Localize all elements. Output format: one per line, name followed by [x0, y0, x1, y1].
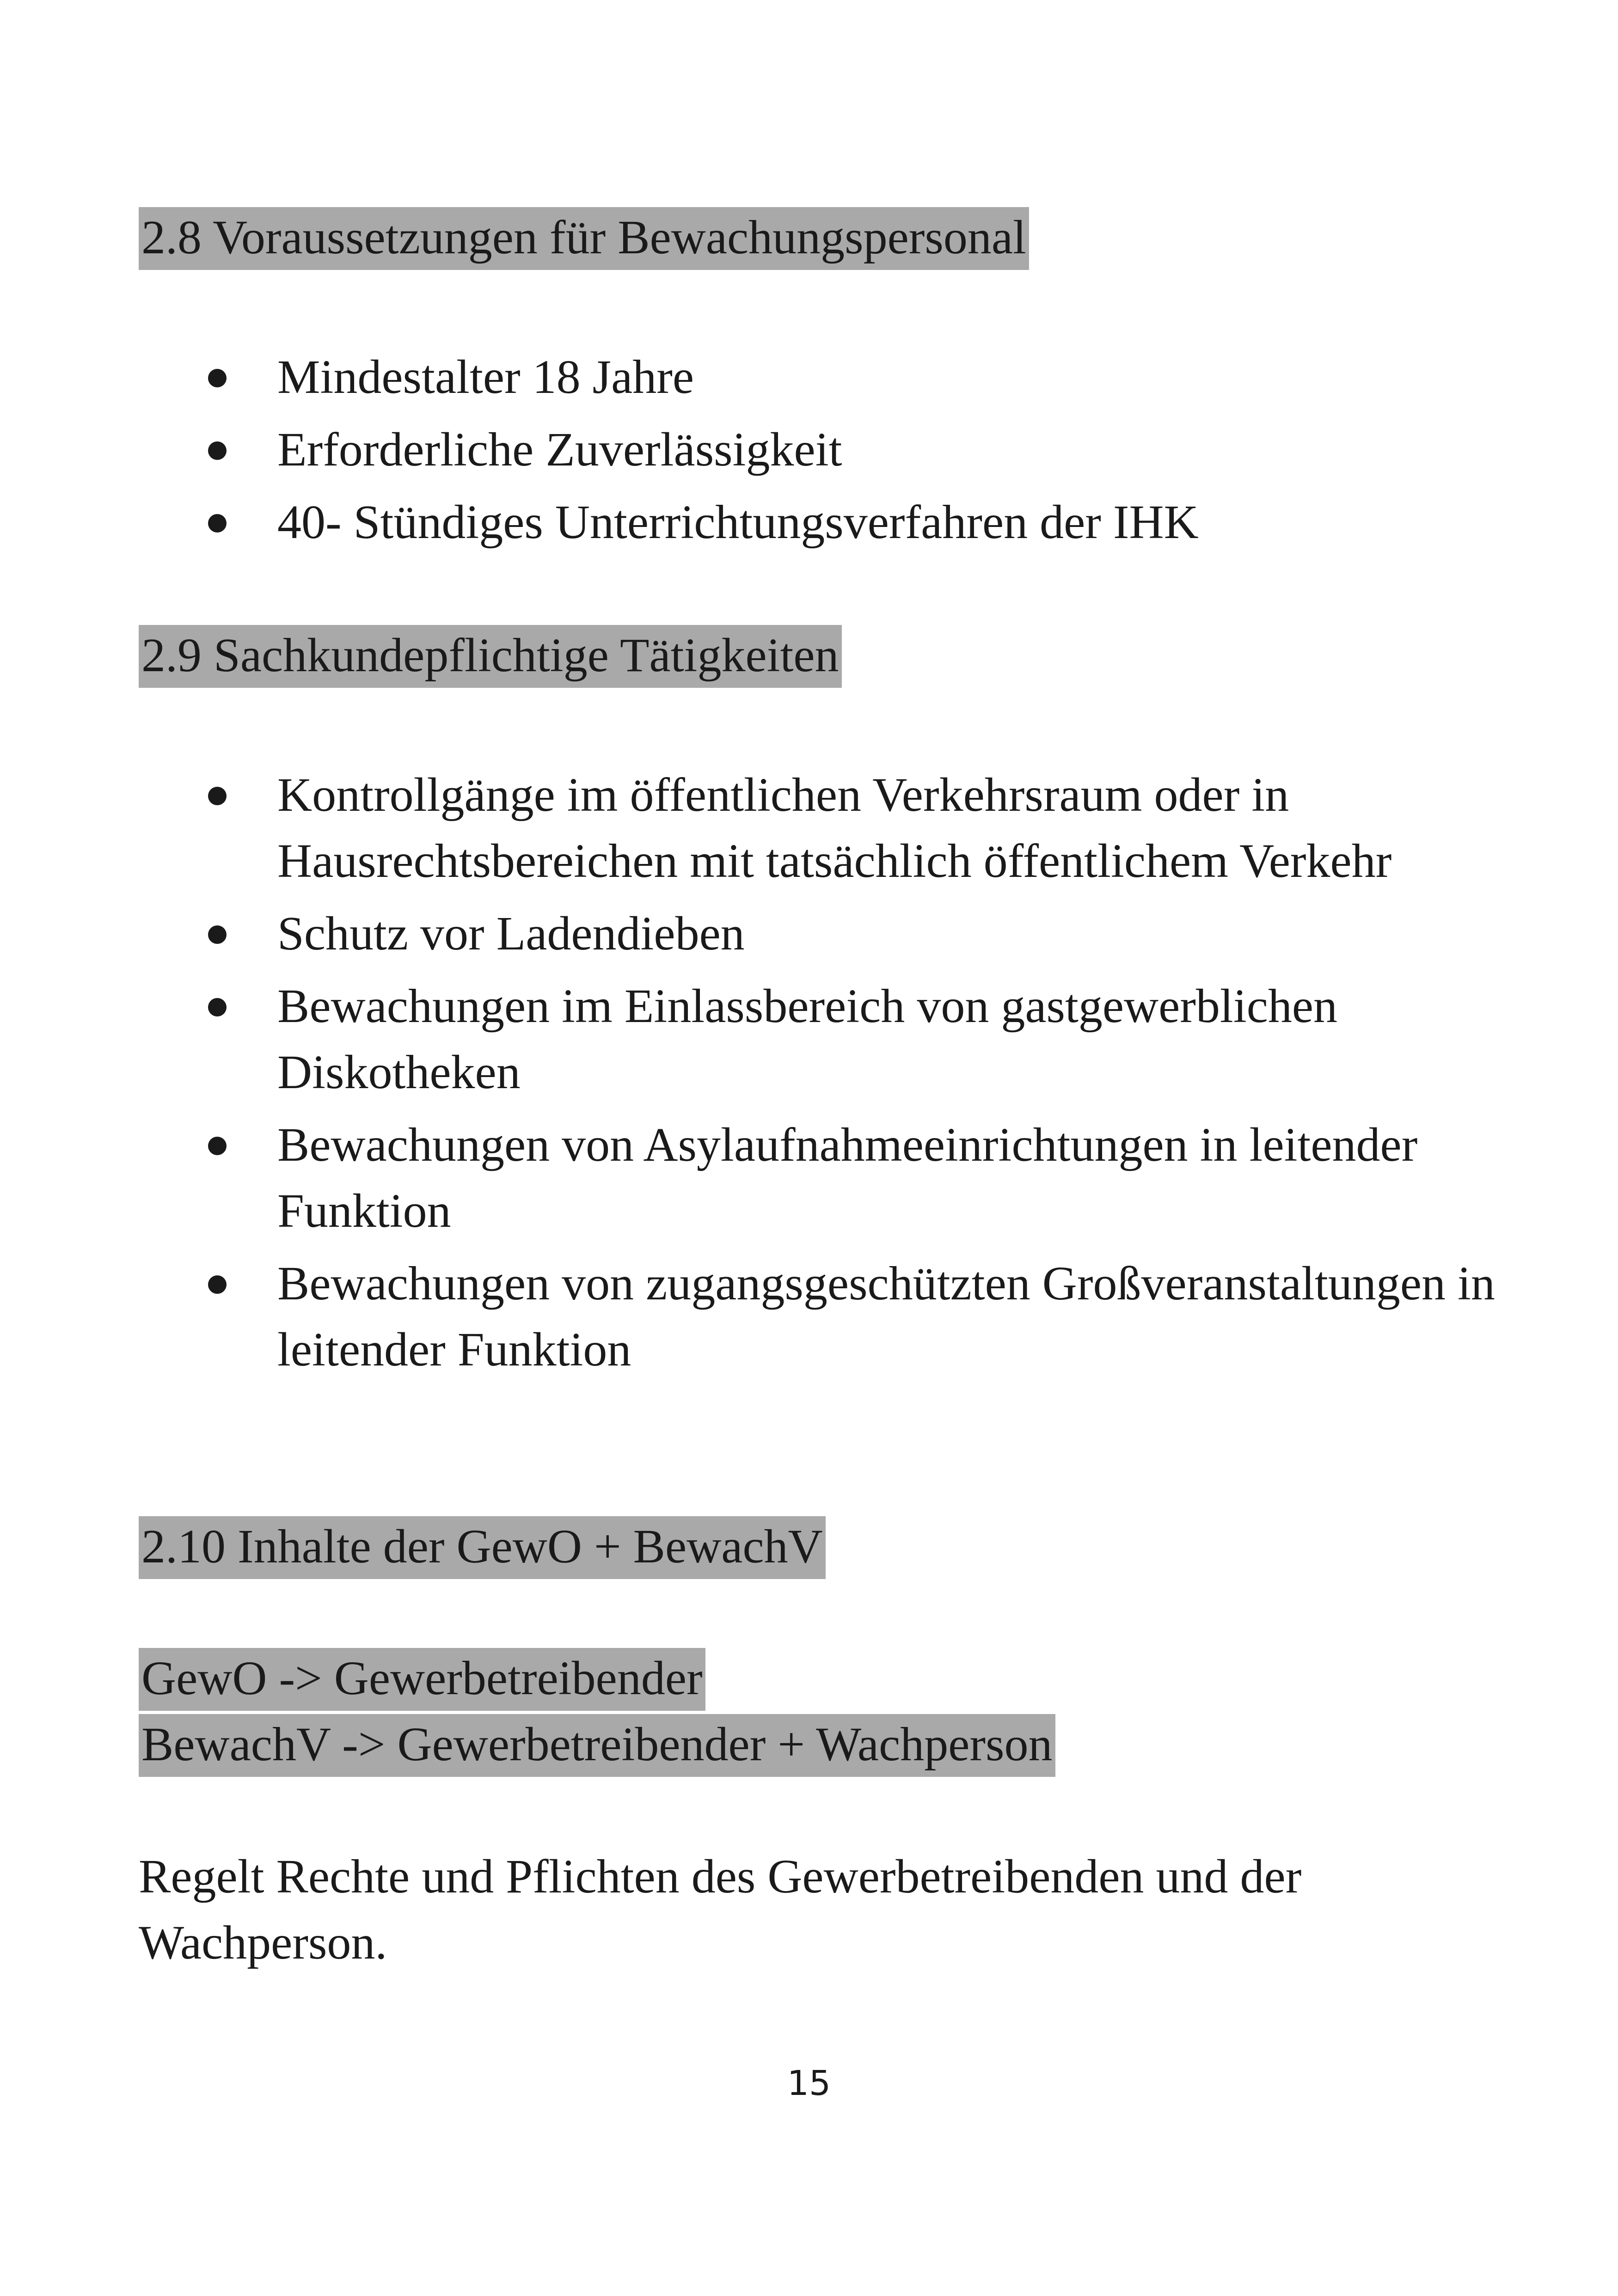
bullet-icon [208, 1137, 227, 1155]
highlight-line-gewo: GewO -> Gewerbetreibender [139, 1648, 705, 1711]
section-heading-2-8: 2.8 Voraussetzungen für Bewachungspersonal [139, 207, 1029, 270]
bullet-icon [208, 514, 227, 533]
section-heading-2-10: 2.10 Inhalte der GewO + BewachV [139, 1516, 826, 1579]
list-item: Bewachungen im Einlassbereich von gastgewerblichen Diskotheken [139, 973, 1526, 1105]
list-item: 40- Stündiges Unterrichtungsverfahren der IHK [139, 489, 1526, 555]
bullet-icon [208, 369, 227, 387]
bullet-icon [208, 441, 227, 460]
list-item: Bewachungen von Asylaufnahmeeinrichtungen in leitender Funktion [139, 1112, 1526, 1244]
bullet-icon [208, 1275, 227, 1294]
list-item: Erforderliche Zuverlässigkeit [139, 416, 1526, 483]
list-item: Bewachungen von zugangsgeschützten Großveranstaltungen in leitender Funktion [139, 1250, 1526, 1383]
page-number: 15 [787, 2063, 831, 2103]
bullet-list-2-8 [139, 344, 1526, 555]
section-heading-2-9: 2.9 Sachkundepflichtige Tätigkeiten [139, 625, 842, 688]
bullet-icon [208, 925, 227, 944]
list-item: Schutz vor Ladendieben [139, 900, 1526, 967]
highlight-line-bewachv: BewachV -> Gewerbetreibender + Wachperson [139, 1714, 1055, 1777]
list-item: Kontrollgänge im öffentlichen Verkehrsraum oder in Hausrechtsbereichen mit tatsächlich öffentlichem Verkehr [139, 762, 1526, 894]
body-paragraph: Regelt Rechte und Pflichten des Gewerbetreibenden und der Wachperson. [139, 1850, 1302, 1969]
list-item: Mindestalter 18 Jahre [139, 344, 1526, 410]
bullet-icon [208, 787, 227, 805]
bullet-icon [208, 998, 227, 1016]
bullet-list-2-9 [139, 762, 1526, 1383]
